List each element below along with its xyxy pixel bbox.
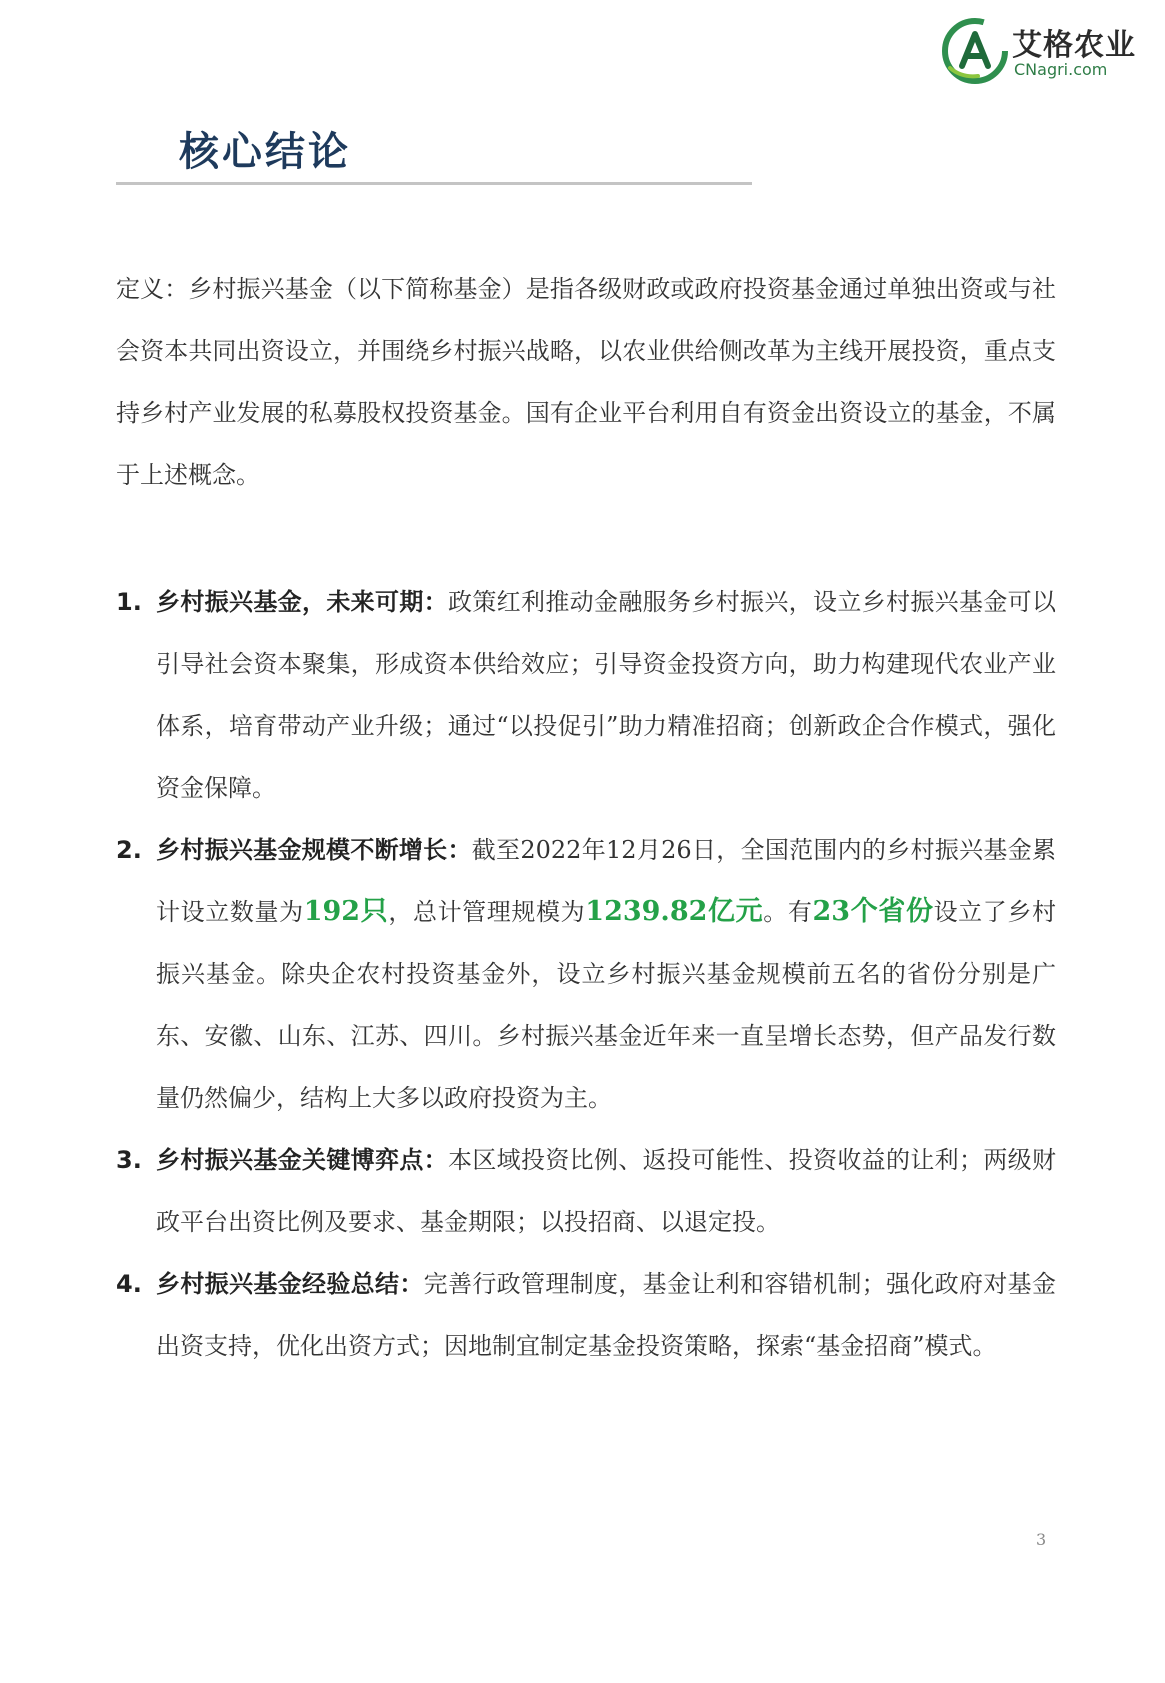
brand-name: 艾格农业 bbox=[1012, 28, 1136, 63]
item-body: 截至2022年12月26日，全国范围内的乡村振兴基金累计设立数量为 bbox=[156, 836, 1057, 926]
highlight-province-count: 23个省份 bbox=[812, 896, 934, 927]
section-title: 核心结论 bbox=[179, 129, 351, 175]
conclusion-item bbox=[116, 1129, 1056, 1253]
page-number: 3 bbox=[1036, 1530, 1047, 1549]
conclusion-item bbox=[116, 571, 1056, 819]
item-body: 。有 bbox=[763, 898, 813, 926]
item-number: 2. bbox=[116, 836, 142, 864]
item-number: 1. bbox=[116, 588, 142, 616]
highlight-fund-count: 192只 bbox=[303, 896, 389, 927]
item-number: 3. bbox=[116, 1146, 142, 1174]
title-divider bbox=[116, 182, 752, 185]
item-heading: 乡村振兴基金关键博弈点： bbox=[156, 1146, 448, 1174]
item-heading: 乡村振兴基金规模不断增长： bbox=[156, 836, 472, 864]
brand-url: CNagri.com bbox=[1014, 60, 1108, 79]
brand-emblem-icon bbox=[942, 18, 1008, 84]
item-body: ，总计管理规模为 bbox=[388, 898, 586, 926]
conclusion-item bbox=[116, 819, 1056, 1129]
item-body: 政策红利推动金融服务乡村振兴，设立乡村振兴基金可以引导社会资本聚集，形成资本供给效应；引导资金投资方向，助力构建现代农业产业体系，培育带动产业升级；通过“以投促引”助力精准招商；创新政企合作模式，强化资金保障。 bbox=[156, 588, 1056, 802]
item-body: 本区域投资比例、返投可能性、投资收益的让利；两级财政平台出资比例及要求、基金期限；以投招商、以退定投。 bbox=[156, 1146, 1056, 1236]
definition-paragraph: 定义：乡村振兴基金（以下简称基金）是指各级财政或政府投资基金通过单独出资或与社会资本共同出资设立，并围绕乡村振兴战略，以农业供给侧改革为主线开展投资，重点支持乡村产业发展的私募股权投资基金。国有企业平台利用自有资金出资设立的基金，不属于上述概念。 bbox=[116, 275, 1056, 489]
conclusion-list bbox=[116, 571, 1056, 1377]
brand-logo bbox=[942, 18, 1152, 88]
item-number: 4. bbox=[116, 1270, 142, 1298]
conclusion-item bbox=[116, 1253, 1056, 1377]
item-body: 完善行政管理制度，基金让利和容错机制；强化政府对基金出资支持，优化出资方式；因地制宜制定基金投资策略，探索“基金招商”模式。 bbox=[156, 1270, 1057, 1360]
item-heading: 乡村振兴基金经验总结： bbox=[156, 1270, 424, 1298]
highlight-fund-scale: 1239.82亿元 bbox=[585, 896, 764, 927]
item-heading: 乡村振兴基金，未来可期： bbox=[156, 588, 448, 616]
item-body: 设立了乡村振兴基金。除央企农村投资基金外，设立乡村振兴基金规模前五名的省份分别是广东、安徽、山东、江苏、四川。乡村振兴基金近年来一直呈增长态势，但产品发行数量仍然偏少，结构上大多以政府投资为主。 bbox=[156, 898, 1057, 1112]
